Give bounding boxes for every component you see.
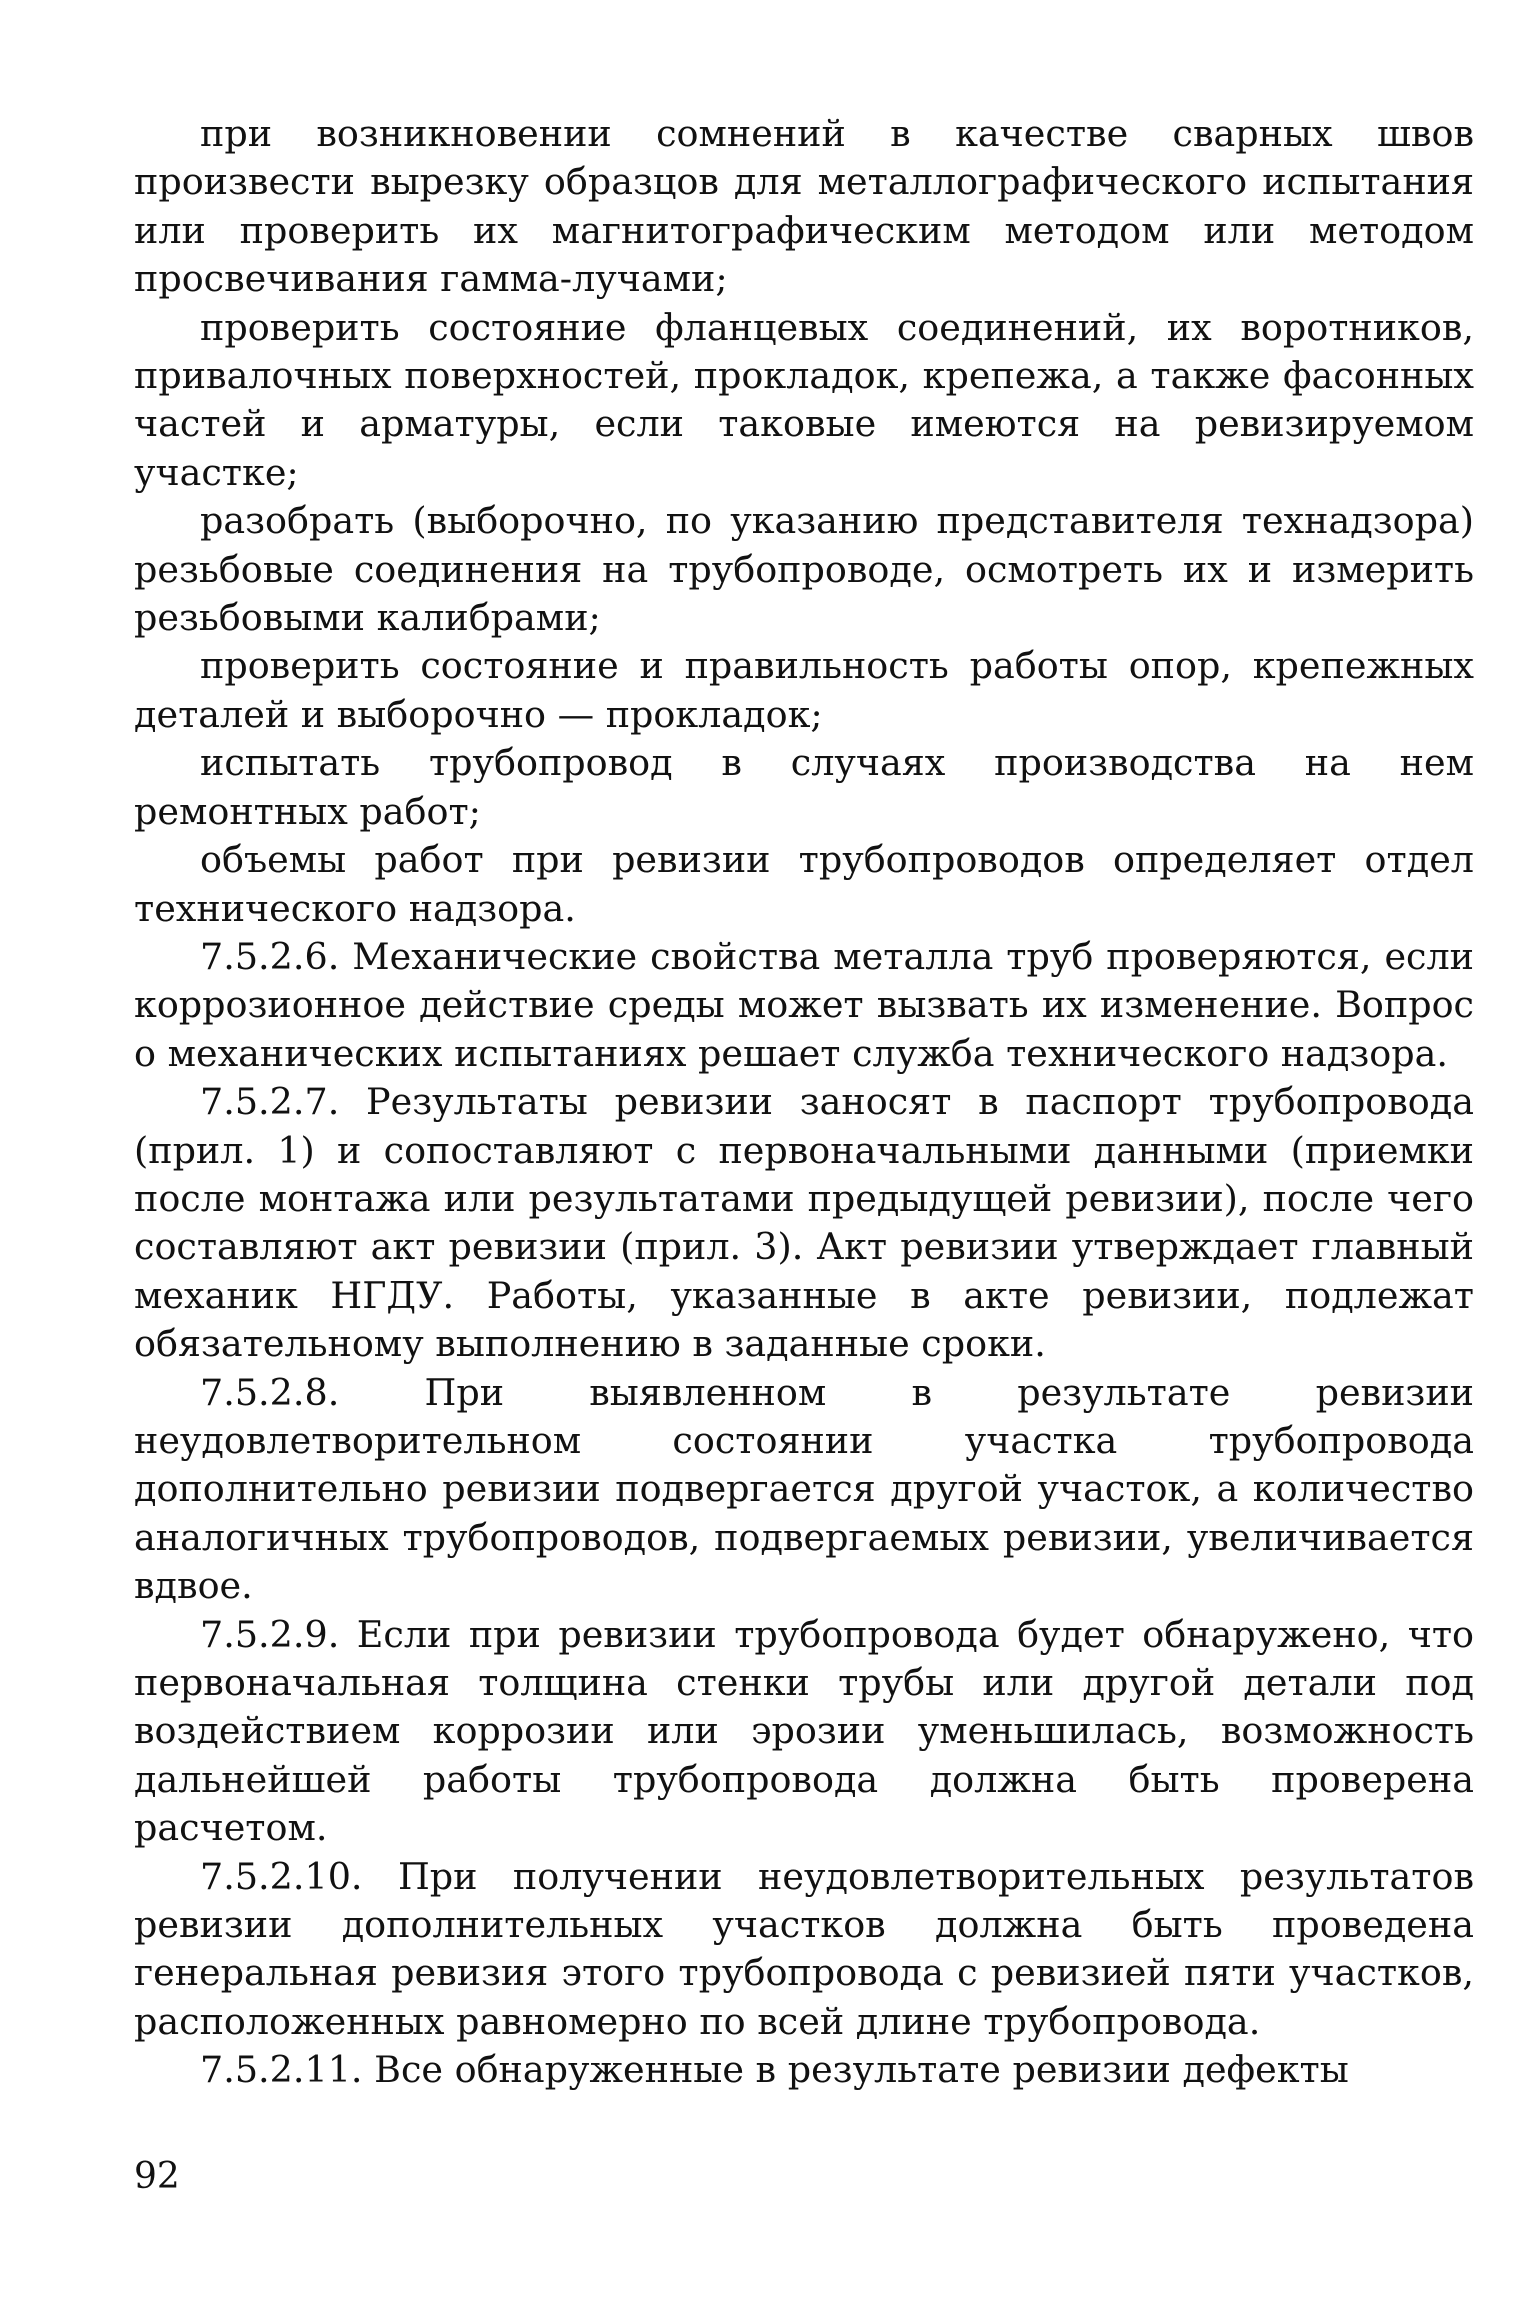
paragraph-supports-check: проверить состояние и правильность работы опор, крепежных деталей и выборочно — прокладок;: [134, 644, 1474, 736]
page-body: [134, 110, 1474, 2310]
paragraph-threaded-joints: разобрать (выборочно, по указанию представителя технадзора) резьбовые соединения на трубопроводе, осмотреть их и измерить резьбовыми калибрами;: [134, 499, 1474, 640]
paragraph-7-5-2-6: 7.5.2.6. Механические свойства металла труб проверяются, если коррозионное действие среды может вызвать их изменение. Вопрос о механических испытаниях решает служба технического надзора.: [134, 934, 1474, 1075]
paragraph-7-5-2-8: 7.5.2.8. При выявленном в результате ревизии неудовлетворительном состоянии участка трубопровода дополнительно ревизии подвергается другой участок, а количество аналогичных трубопроводов, подвергаемых ревизии, увеличивается вдвое.: [134, 1370, 1474, 1608]
paragraph-flange-check: проверить состояние фланцевых соединений, их воротников, привалочных поверхностей, прокладок, крепежа, а также фасонных частей и арматуры, если таковые имеются на ревизируемом участке;: [134, 305, 1474, 494]
paragraph-7-5-2-10: 7.5.2.10. При получении неудовлетворительных результатов ревизии дополнительных участков должна быть проведена генеральная ревизия этого трубопровода с ревизией пяти участков, расположенных равномерно по всей длине трубопровода.: [134, 1854, 1474, 2043]
page-number: 92: [134, 2156, 180, 2197]
paragraph-7-5-2-11: 7.5.2.11. Все обнаруженные в результате ревизии дефекты: [200, 2048, 1349, 2092]
paragraph-scope-of-work: объемы работ при ревизии трубопроводов определяет отдел технического надзора.: [134, 838, 1474, 930]
paragraph-7-5-2-7: 7.5.2.7. Результаты ревизии заносят в паспорт трубопровода (прил. 1) и сопоставляют с первоначальными данными (приемки после монтажа или результатами предыдущей ревизии), после чего составляют акт ревизии (прил. 3). Акт ревизии утверждает главный механик НГДУ. Работы, указанные в акте ревизии, подлежат обязательному выполнению в заданные сроки.: [134, 1080, 1474, 1366]
paragraph-7-5-2-9: 7.5.2.9. Если при ревизии трубопровода будет обнаружено, что первоначальная толщина стенки трубы или другой детали под воздействием коррозии или эрозии уменьшилась, возможность дальнейшей работы трубопровода должна быть проверена расчетом.: [134, 1612, 1474, 1850]
paragraph-sample-testing: при возникновении сомнений в качестве сварных швов произвести вырезку образцов для металлографического испытания или проверить их магнитографическим методом или методом просвечивания гамма-лучами;: [134, 112, 1474, 301]
paragraph-pipeline-test: испытать трубопровод в случаях производства на нем ремонтных работ;: [134, 741, 1474, 833]
